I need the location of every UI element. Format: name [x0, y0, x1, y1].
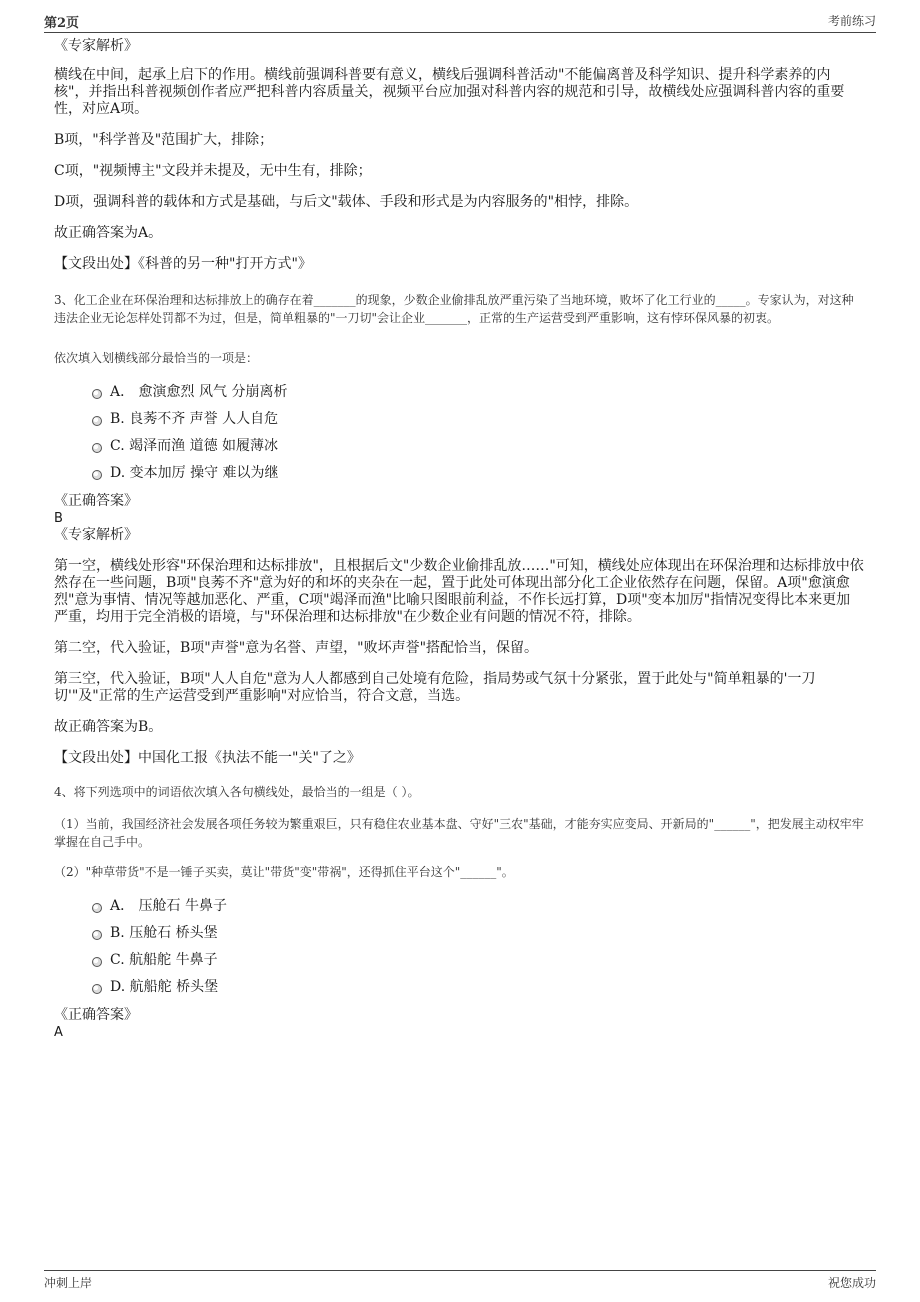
analysis-paragraph: C项，"视频博主"文段并未提及，无中生有，排除； — [54, 163, 372, 179]
radio-icon[interactable] — [92, 957, 102, 967]
radio-icon[interactable] — [92, 470, 102, 480]
radio-icon[interactable] — [92, 389, 102, 399]
analysis-paragraph: D项，强调科普的载体和方式是基础，与后文"载体、手段和形式是为内容服务的"相悖，排除。 — [54, 194, 639, 210]
question-4-sentence: （2）"种草带货"不是一锤子买卖，莫让"带货"变"带祸"，还得抓住平台这个"______"。 — [54, 865, 514, 879]
correct-answer-label: 《正确答案》 — [54, 493, 138, 509]
option-b[interactable]: B. 压舱石 桥头堡 — [92, 918, 864, 945]
question-4-sentence: （1）当前，我国经济社会发展各项任务较为繁重艰巨，只有稳住农业基本盘、守好"三农"基础，才能夯实应变局、开新局的"______"，把发展主动权牢牢掌握在自己手中。 — [54, 817, 864, 849]
radio-icon[interactable] — [92, 903, 102, 913]
page-number: 第2页 — [44, 16, 80, 31]
header-right-text: 考前练习 — [827, 14, 876, 28]
analysis-paragraph: 故正确答案为A。 — [54, 225, 163, 241]
correct-answer: A — [54, 1025, 63, 1040]
correct-answer-label: 《正确答案》 — [54, 1007, 138, 1023]
source-note: 【文段出处】中国化工报《执法不能一"关"了之》 — [54, 750, 361, 766]
page-header — [44, 12, 876, 33]
question-3-stem: 3、化工企业在环保治理和达标排放上的确存在着_______的现象，少数企业偷排乱放严重污染了当地环境，败坏了化工行业的_____。专家认为，对这种违法企业无论怎样处罚都不为过，但是，简单粗暴的"一刀切"会让企业_______，正常的生产运营受到严重影响，这有悖环保风暴的初衷。 — [54, 293, 854, 325]
radio-icon[interactable] — [92, 416, 102, 426]
source-note: 【文段出处】《科普的另一种"打开方式"》 — [54, 256, 312, 272]
footer-left-text: 冲刺上岸 — [44, 1276, 93, 1290]
option-b[interactable]: B. 良莠不齐 声誉 人人自危 — [92, 404, 864, 431]
option-d[interactable]: D. 航船舵 桥头堡 — [92, 972, 864, 999]
option-c[interactable]: C. 竭泽而渔 道德 如履薄冰 — [92, 431, 864, 458]
question-4-stem: 4、将下列选项中的词语依次填入各句横线处，最恰当的一组是（ ）。 — [54, 785, 420, 799]
option-d[interactable]: D. 变本加厉 操守 难以为继 — [92, 458, 864, 485]
radio-icon[interactable] — [92, 984, 102, 994]
option-a[interactable]: A． 愈演愈烈 风气 分崩离析 — [92, 377, 864, 404]
page-footer — [44, 1270, 876, 1291]
correct-answer: B — [54, 511, 63, 526]
question-4-options — [92, 891, 864, 999]
radio-icon[interactable] — [92, 930, 102, 940]
analysis-paragraph: 故正确答案为B。 — [54, 719, 163, 735]
footer-right-text: 祝您成功 — [827, 1276, 876, 1290]
option-a[interactable]: A． 压舱石 牛鼻子 — [92, 891, 864, 918]
analysis-paragraph: 第三空，代入验证，B项"人人自危"意为人人都感到自己处境有危险，指局势或气氛十分紧张，置于此处与"简单粗暴的'一刀切'"及"正常的生产运营受到严重影响"对应恰当，符合文意，当选。 — [54, 671, 816, 704]
analysis-paragraph: 横线在中间，起承上启下的作用。横线前强调科普要有意义，横线后强调科普活动"不能偏离普及科学知识、提升科学素养的内核"，并指出科普视频创作者应严把科普内容质量关，视频平台应加强对科普内容的规范和引导，故横线处应强调科普内容的重要性，对应A项。 — [54, 67, 845, 117]
option-c[interactable]: C. 航船舵 牛鼻子 — [92, 945, 864, 972]
question-3-options — [92, 377, 864, 485]
expert-analysis-label: 《专家解析》 — [54, 38, 138, 54]
radio-icon[interactable] — [92, 443, 102, 453]
analysis-paragraph: B项，"科学普及"范围扩大，排除； — [54, 132, 274, 148]
expert-analysis-label: 《专家解析》 — [54, 527, 138, 543]
document-body — [54, 38, 864, 1041]
analysis-paragraph: 第一空，横线处形容"环保治理和达标排放"，且根据后文"少数企业偷排乱放……"可知，横线处应体现出在环保治理和达标排放中依然存在一些问题，B项"良莠不齐"意为好的和坏的夹杂在一起，置于此处可体现出部分化工企业依然存在问题，保留。A项"愈演愈烈"意为事情、情况等越加恶化、严重，C项"竭泽而渔"比喻只图眼前利益，不作长远打算，D项"变本加厉"指情况变得比本来更加严重，均用于完全消极的语境，与"环保治理和达标排放"在少数企业有问题的情况不符，排除。 — [54, 558, 864, 625]
analysis-paragraph: 第二空，代入验证，B项"声誉"意为名誉、声望，"败坏声誉"搭配恰当，保留。 — [54, 640, 539, 656]
question-3-instruction: 依次填入划横线部分最恰当的一项是： — [54, 351, 259, 365]
